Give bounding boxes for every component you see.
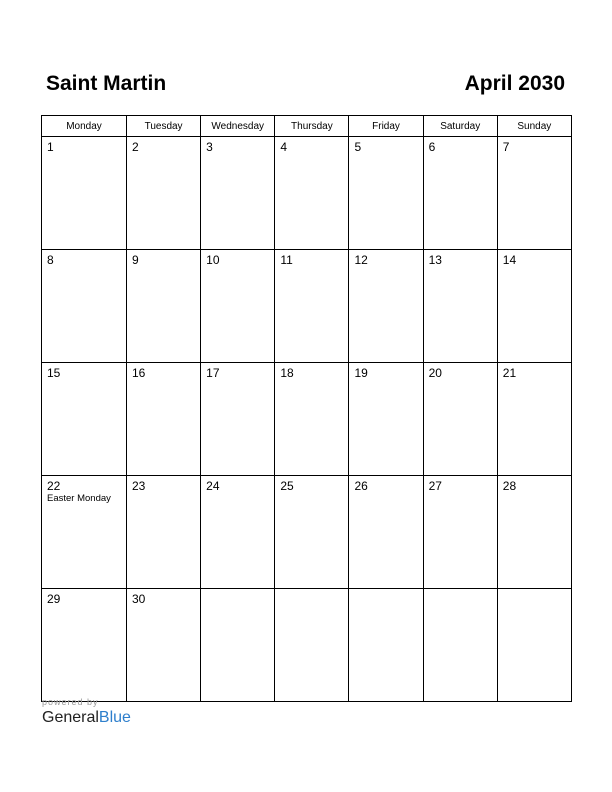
weekday-header: Friday: [349, 116, 423, 137]
day-number: 22: [47, 479, 61, 493]
weekday-header: Tuesday: [127, 116, 201, 137]
day-number: 3: [206, 140, 213, 154]
day-cell: [127, 589, 201, 702]
day-number: 20: [428, 366, 442, 380]
day-cell: [349, 589, 423, 702]
calendar-grid: [41, 115, 572, 702]
day-number: 15: [47, 366, 61, 380]
day-number: 16: [132, 366, 146, 380]
weekday-header: Wednesday: [201, 116, 275, 137]
day-cell: [42, 137, 127, 250]
day-number: 26: [354, 479, 368, 493]
day-number: 12: [354, 253, 368, 267]
day-cell: [497, 476, 571, 589]
day-cell: [275, 250, 349, 363]
day-cell: [127, 137, 201, 250]
day-number: 2: [132, 140, 139, 154]
day-cell: [201, 476, 275, 589]
day-cell: [423, 137, 497, 250]
day-cell: [349, 363, 423, 476]
logo-general-text: General: [42, 709, 99, 726]
calendar-country-title: Saint Martin: [46, 72, 167, 95]
day-cell: [127, 363, 201, 476]
day-number: 6: [428, 140, 436, 154]
week-row: [42, 476, 572, 589]
day-cell: [423, 476, 497, 589]
day-cell: [275, 363, 349, 476]
day-number: 9: [132, 253, 139, 267]
day-cell: [42, 363, 127, 476]
day-cell: [423, 363, 497, 476]
week-row: [42, 363, 572, 476]
holiday-label: Easter Monday: [47, 493, 111, 504]
day-cell: [349, 250, 423, 363]
weekday-header: Monday: [42, 116, 127, 137]
day-number: 10: [206, 253, 220, 267]
day-number: 1: [47, 140, 54, 154]
day-number: 4: [280, 140, 287, 154]
day-number: 24: [206, 479, 220, 493]
day-cell: [201, 589, 275, 702]
day-number: 19: [354, 366, 368, 380]
day-number: 8: [47, 253, 54, 267]
day-cell: [275, 137, 349, 250]
day-cell: [423, 250, 497, 363]
day-cell: [127, 476, 201, 589]
day-number: 28: [502, 479, 517, 493]
day-number: 14: [502, 253, 517, 267]
day-number: 21: [502, 366, 517, 380]
day-number: 23: [132, 479, 146, 493]
week-row: [42, 250, 572, 363]
day-cell: [42, 250, 127, 363]
day-cell: [275, 476, 349, 589]
day-cell: [497, 250, 571, 363]
day-number: 7: [502, 140, 510, 154]
day-cell: [423, 589, 497, 702]
weekday-header: Saturday: [423, 116, 497, 137]
logo-blue-text: Blue: [98, 709, 131, 726]
day-number: 30: [132, 592, 146, 606]
day-number: 18: [280, 366, 294, 380]
generalblue-logo[interactable]: [42, 708, 131, 728]
day-number: 13: [428, 253, 442, 267]
day-number: 11: [280, 253, 293, 267]
weekday-header: Thursday: [275, 116, 349, 137]
day-number: 29: [47, 592, 61, 606]
powered-by-text: powered by: [42, 697, 99, 707]
day-cell: [497, 589, 571, 702]
day-cell: [349, 137, 423, 250]
day-cell: [275, 589, 349, 702]
day-number: 5: [354, 140, 362, 154]
day-cell: [42, 476, 127, 589]
calendar-month-title: April 2030: [464, 72, 565, 95]
week-row: [42, 589, 572, 702]
weekday-header-row: [42, 116, 572, 137]
day-cell: [497, 137, 571, 250]
day-number: 27: [428, 479, 442, 493]
week-row: [42, 137, 572, 250]
day-cell: [127, 250, 201, 363]
day-cell: [201, 250, 275, 363]
day-cell: [497, 363, 571, 476]
day-cell: [201, 363, 275, 476]
day-cell: [349, 476, 423, 589]
day-number: 25: [280, 479, 294, 493]
footer-branding: [42, 697, 131, 728]
day-cell: [201, 137, 275, 250]
day-cell: [42, 589, 127, 702]
day-number: 17: [206, 366, 220, 380]
weekday-header: Sunday: [497, 116, 571, 137]
